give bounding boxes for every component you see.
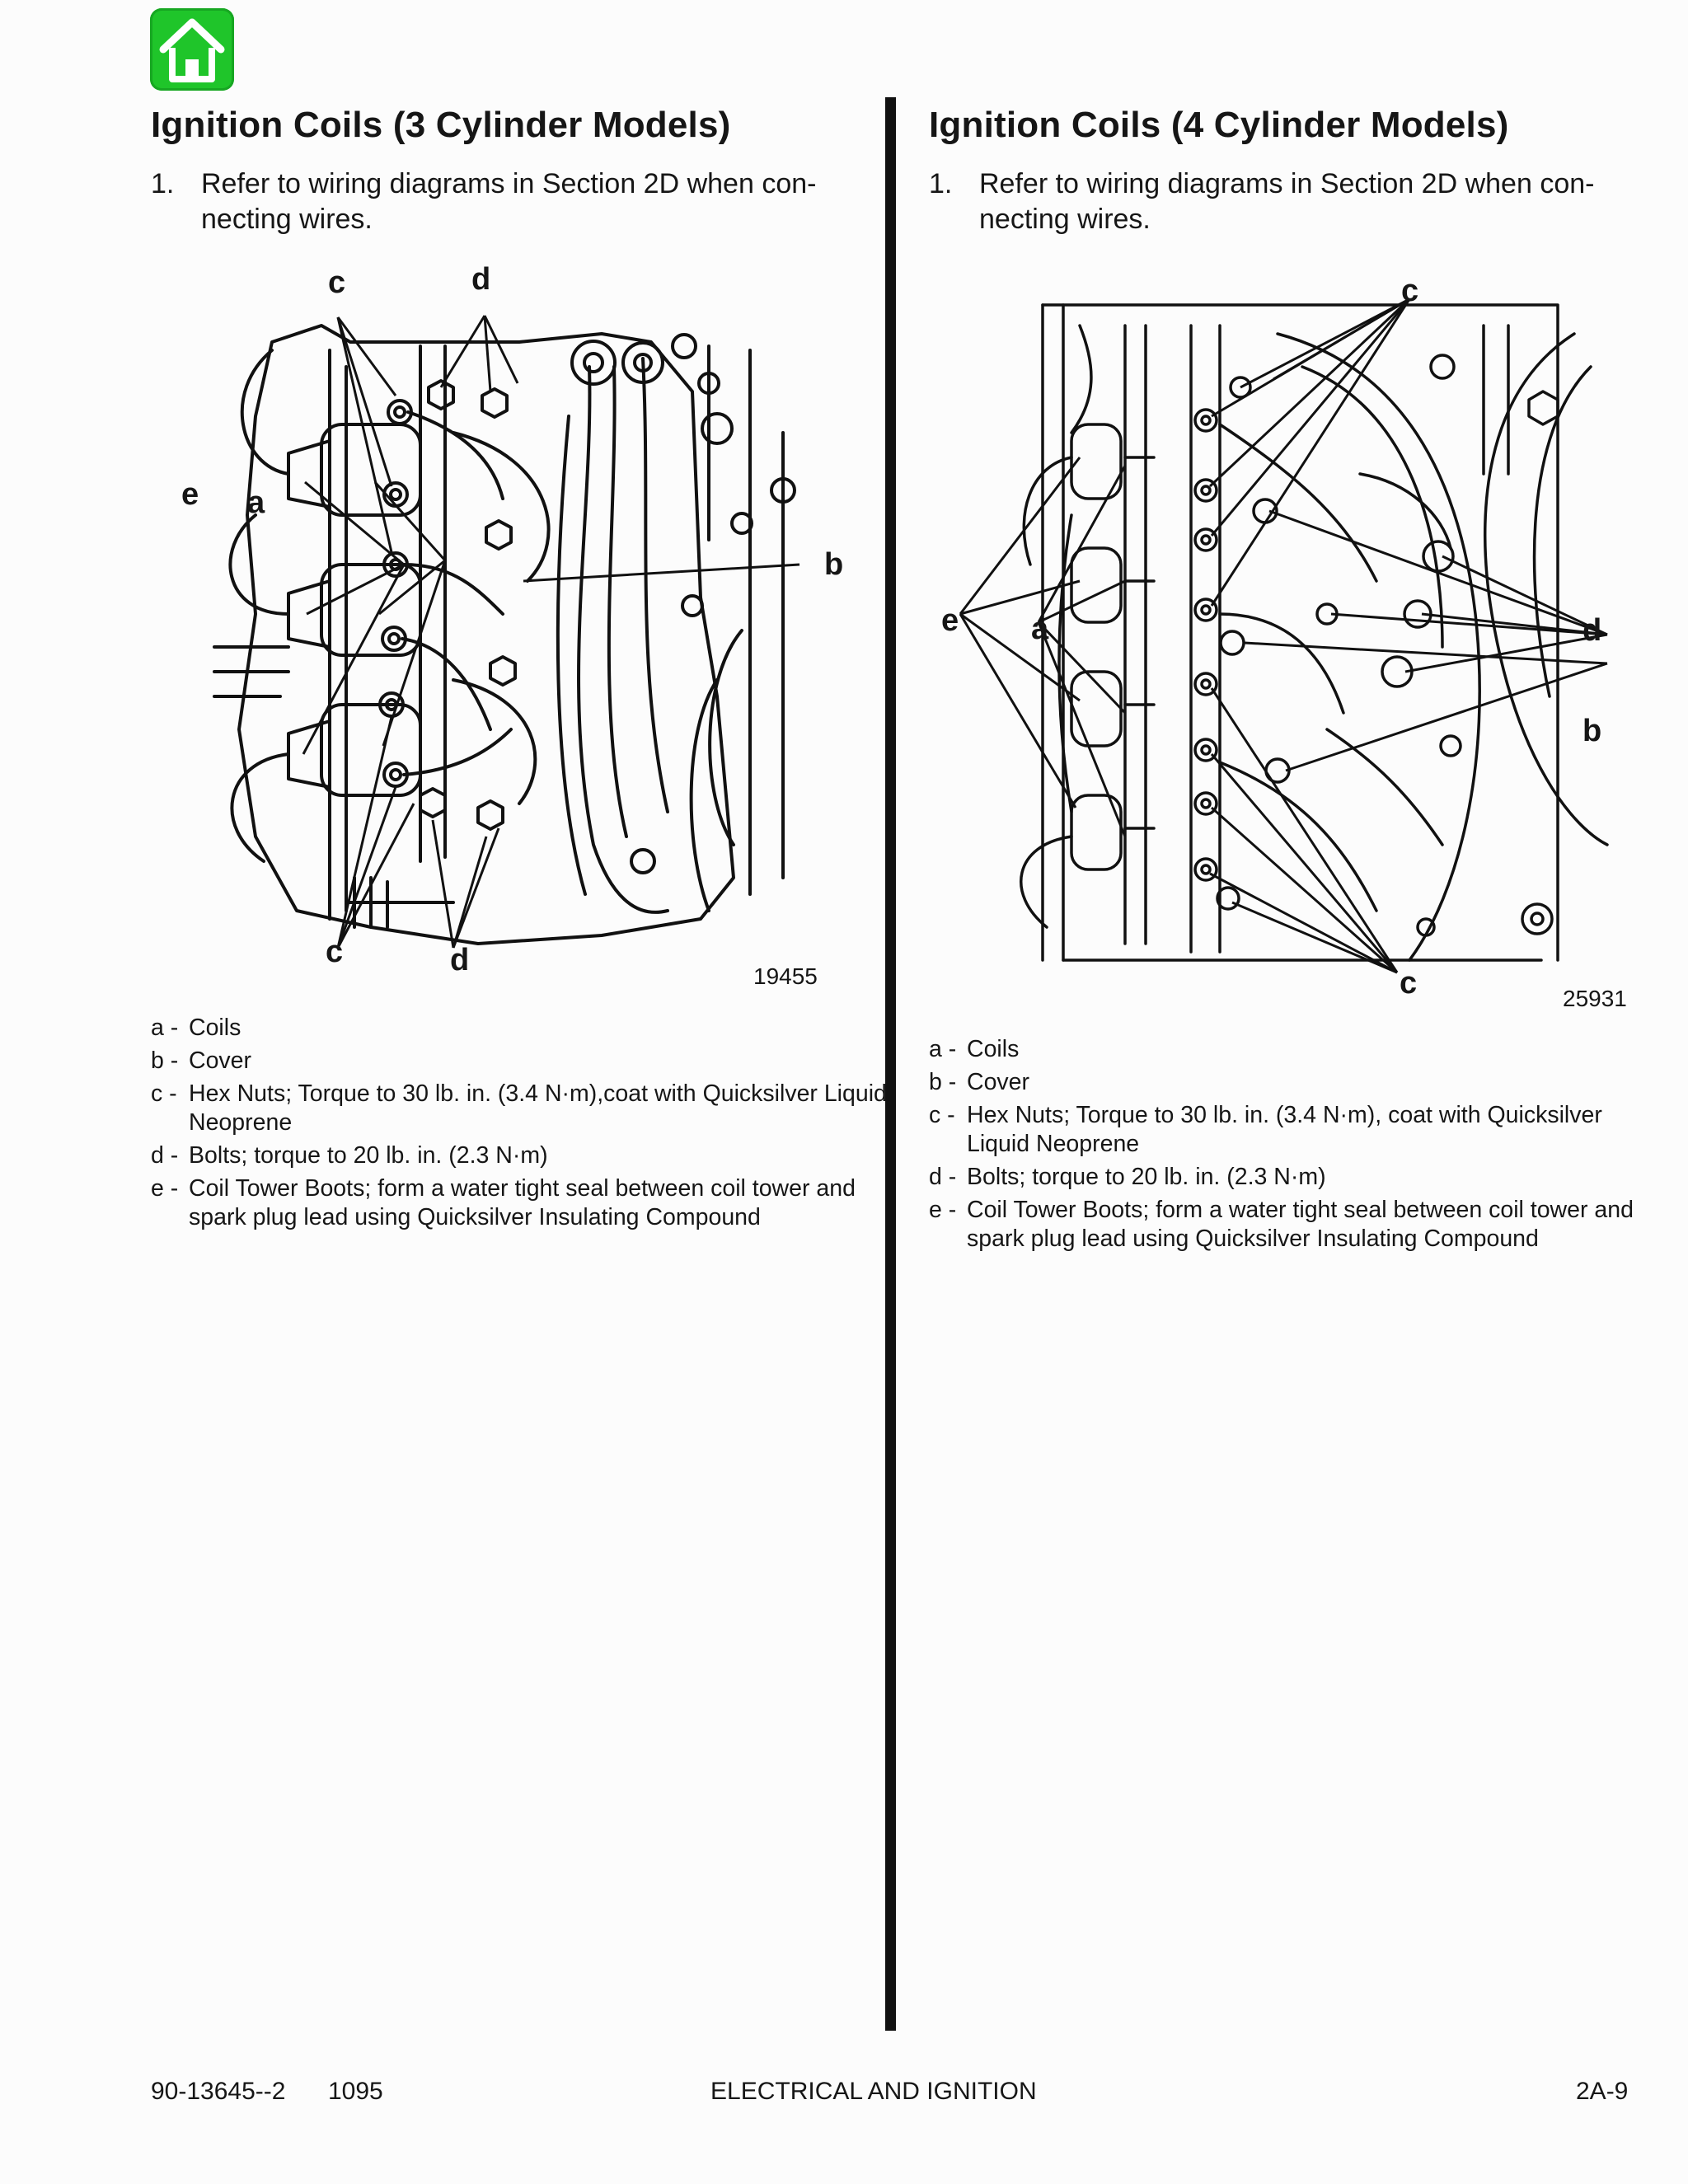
legend-3-cylinder [151,1014,887,1236]
figure-3-cylinder [181,262,844,993]
legend-item: a - Coils [929,1036,1020,1062]
legend-item: a - Coils [151,1015,241,1041]
callout-b: b [824,547,844,582]
callout-b: b [1582,714,1602,748]
column-divider [885,97,896,2031]
step-1: 1. Refer to wiring diagrams in Section 2D when con- necting wires. [929,168,1595,235]
legend-item: c - Hex Nuts; Torque to 30 lb. in. (3.4 N·m), coat with Quicksilver Liquid Neoprene [929,1102,1602,1157]
figure-number: 25931 [1563,986,1627,1011]
legend-item: b - Cover [929,1069,1030,1095]
callout-e: e [181,477,199,512]
home-button[interactable] [150,8,234,91]
callout-e: e [941,603,959,638]
figure-4-cylinder [941,268,1624,1010]
coil-diagram-3-cylinder [206,265,832,993]
legend-item: e - Coil Tower Boots; form a water tight seal between coil tower and spark plug lead using Quicksilver Insulating Compound [151,1175,856,1230]
step-1: 1. Refer to wiring diagrams in Section 2D when con- necting wires. [151,168,817,235]
footer-section: ELECTRICAL AND IGNITION [710,2078,1037,2105]
callout-c-top: c [1401,274,1419,308]
footer-page-number: 2A-9 [1576,2078,1629,2105]
coil-diagram-4-cylinder [948,268,1624,1010]
callout-d: d [1582,613,1602,648]
legend-item: c - Hex Nuts; Torque to 30 lb. in. (3.4 N·m),coat with Quicksilver Liquid Neoprene [151,1080,887,1136]
callout-c-bottom: c [326,935,344,969]
home-icon [150,8,234,91]
section-title-4-cylinder: Ignition Coils (4 Cylinder Models) [929,105,1509,145]
legend-item: b - Cover [151,1047,252,1074]
section-title-3-cylinder: Ignition Coils (3 Cylinder Models) [151,105,731,145]
callout-a: a [1031,612,1049,646]
footer-doc-number: 90-13645--2 [151,2078,286,2105]
callout-a: a [247,485,265,520]
legend-item: d - Bolts; torque to 20 lb. in. (2.3 N·m) [151,1142,548,1169]
legend-item: e - Coil Tower Boots; form a water tight seal between coil tower and spark plug lead using Quicksilver Insulating Compound [929,1197,1634,1252]
callout-c-bottom: c [1400,966,1418,1001]
footer-date-code: 1095 [328,2078,383,2105]
callout-d-top: d [471,262,491,297]
legend-item: d - Bolts; torque to 20 lb. in. (2.3 N·m) [929,1164,1326,1190]
callout-c-top: c [328,265,346,300]
legend-4-cylinder [929,1035,1654,1258]
figure-number: 19455 [753,963,818,989]
right-column [929,99,1638,237]
callout-d-bottom: d [450,943,470,977]
left-column [151,99,860,237]
